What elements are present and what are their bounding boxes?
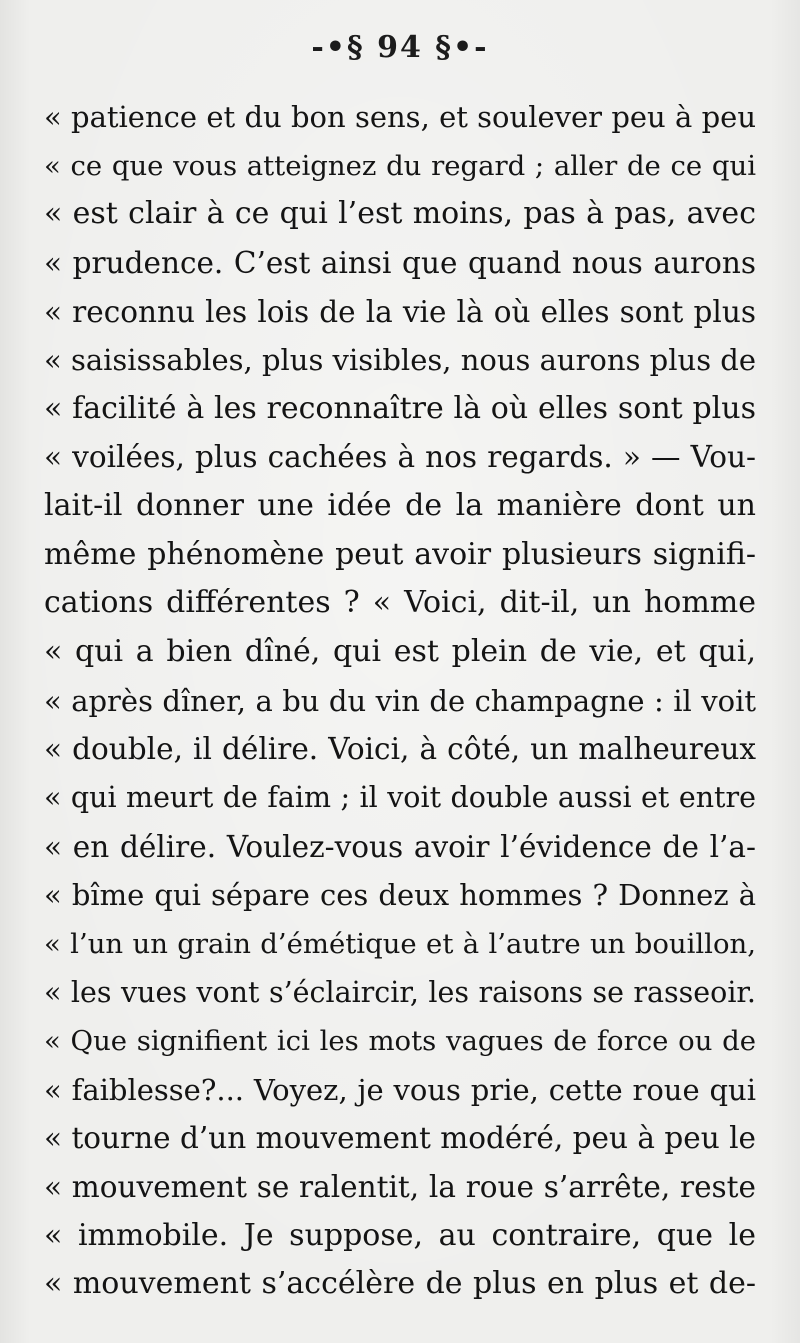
page-number: -•§ 94 §•-	[311, 30, 489, 65]
text-line: « l’un un grain d’émétique et à l’autre un bouillon,	[44, 927, 756, 960]
text-line: cations différentes ? « Voici, dit-il, un homme	[44, 585, 756, 621]
body-text	[44, 93, 756, 1309]
text-line: « mouvement se ralentit, la roue s’arrête, reste	[44, 1170, 756, 1205]
text-line: « patience et du bon sens, et soulever peu à peu	[44, 100, 756, 134]
text-line: « mouvement s’accélère de plus en plus et de-	[44, 1266, 756, 1302]
text-line: « prudence. C’est ainsi que quand nous aurons	[44, 245, 756, 280]
text-line: « reconnu les lois de la vie là où elles sont plus	[44, 294, 756, 329]
text-line: « immobile. Je suppose, au contraire, que le	[44, 1217, 756, 1253]
text-line: « est clair à ce qui l’est moins, pas à pas, avec	[44, 196, 756, 232]
text-line: « tourne d’un mouvement modéré, peu à peu le	[44, 1121, 756, 1156]
text-line: « en délire. Voulez-vous avoir l’évidence de l’a-	[44, 829, 756, 864]
text-line: « après dîner, a bu du vin de champagne : il voit	[44, 683, 756, 718]
text-line: « les vues vont s’éclaircir, les raisons se rasseoir.	[44, 975, 756, 1009]
text-line: lait-il donner une idée de la manière dont un	[44, 488, 756, 524]
text-line: « voilées, plus cachées à nos regards. » — Vou-	[44, 440, 756, 475]
text-line: « ce que vous atteignez du regard ; aller de ce qui	[44, 149, 756, 182]
text-line: « facilité à les reconnaître là où elles sont plus	[44, 390, 756, 426]
text-line: « bîme qui sépare ces deux hommes ? Donnez à	[44, 878, 756, 913]
text-line: « qui meurt de faim ; il voit double aussi et entre	[44, 780, 756, 814]
text-line: même phénomène peut avoir plusieurs signifi-	[44, 536, 756, 572]
text-line: « saisissables, plus visibles, nous aurons plus de	[44, 343, 756, 378]
text-line: « Que signifient ici les mots vagues de force ou de	[44, 1025, 756, 1058]
text-line: « qui a bien dîné, qui est plein de vie, et qui,	[44, 634, 756, 670]
text-line: « double, il délire. Voici, à côté, un malheureux	[44, 732, 756, 767]
text-line: « faiblesse?... Voyez, je vous prie, cette roue qui	[44, 1072, 756, 1107]
